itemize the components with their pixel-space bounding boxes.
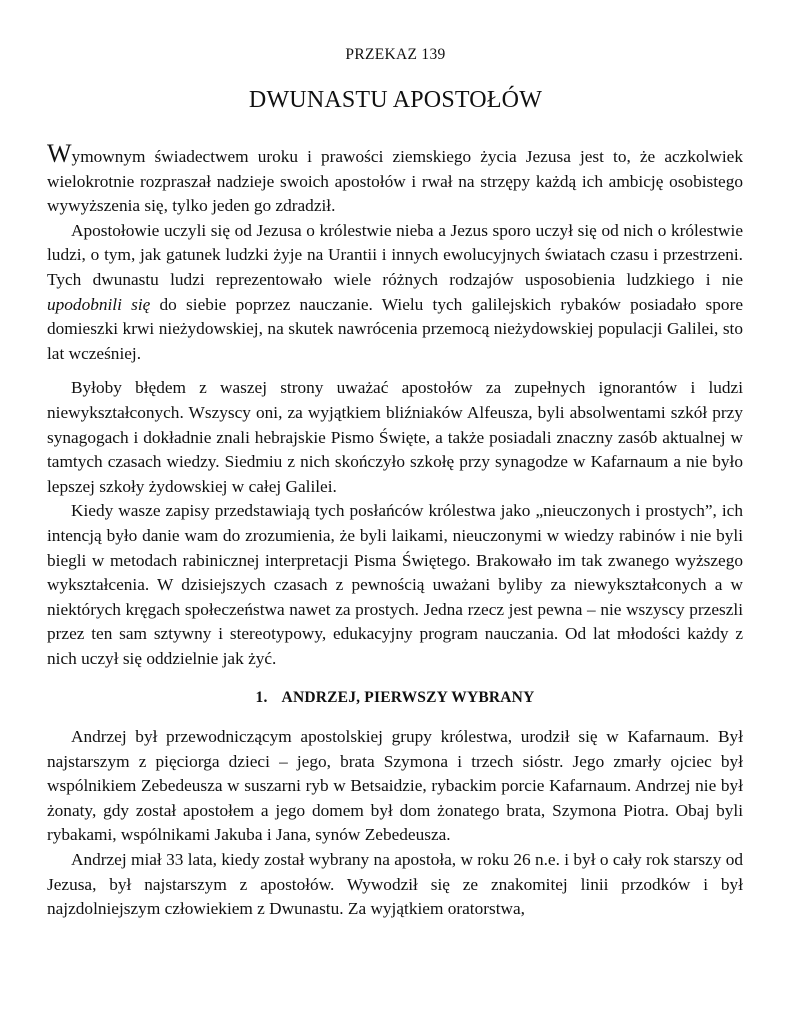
- emphasis-text: upodobnili się: [47, 294, 151, 314]
- section-title: ANDRZEJ, PIERWSZY WYBRANY: [281, 689, 535, 707]
- paragraph-records: Kiedy wasze zapisy przedstawiają tych posłańców królestwa jako „nieuczonych i prostych”, ich intencją było danie wam do zrozumienia, że byli laikami, nieuczonymi w wiedzy rabinów i nie byli biegli w metodach rabinicznej interpretacji Pisma Świętego. Brakowało im tak zwanego wyższego wykształcenia. W dzisiejszych czasach z pewnością uważani byliby za niewykształconych a w niektórych kręgach społeczeństwa nawet za prostych. Jedna rzecz jest pewna – nie wszyscy przeszli przez ten sam sztywny i stereotypowy, edukacyjny program nauczania. Od lat młodości każdy z nich uczył się oddzielnie jak żyć.: [47, 501, 743, 668]
- paragraph-apostles-learning: [47, 219, 743, 367]
- paper-number: PRZEKAZ 139: [345, 46, 446, 63]
- paragraph-andrew-2: Andrzej miał 33 lata, kiedy został wybrany na apostoła, w roku 26 n.e. i był o cały rok starszy od Jezusa, był najstarszym z apostołów. Wywodził się ze znakomitej linii przodków i był najzdolniejszym człowiekiem z Dwunastu. Za wyjątkiem oratorstwa,: [47, 850, 743, 919]
- intro-paragraph: Wymownym świadectwem uroku i prawości ziemskiego życia Jezusa jest to, że aczkolwiek wielokrotnie rozpraszał nadzieje swoich apostołów i rwał na strzępy każdą ich ambicję osobistego wywyższenia się, tylko jeden go zdradził.: [47, 139, 743, 216]
- body-text: [47, 139, 743, 922]
- paragraph-andrew-1: Andrzej był przewodniczącym apostolskiej grupy królestwa, urodził się w Kafarnaum. Był najstarszym z pięciorga dzieci – jego, brata Szymona i trzech sióstr. Jego zmarły ojciec był wspólnikiem Zebedeusza w suszarni ryb w Betsaidzie, rybackim porcie Kafarnaum. Andrzej nie był żonaty, gdy został apostołem a jego domem był dom żonatego brata, Szymona Piotra. Obaj byli rybakami, wspólnikami Jakuba i Jana, synów Zebedeusza.: [47, 727, 743, 845]
- paragraph-text: Apostołowie uczyli się od Jezusa o królestwie nieba a Jezus sporo uczył się od nich o królestwie ludzi, o tym, jak gatunek ludzki żyje na Urantii i innych ewolucyjnych światach czasu i przestrzeni. Tych dwunastu ludzi reprezentowało wiele różnych rodzajów usposobienia ludzkiego i nie: [47, 220, 743, 289]
- paper-title: DWUNASTU APOSTOŁÓW: [248, 87, 543, 113]
- paragraph-education: Byłoby błędem z waszej strony uważać apostołów za zupełnych ignorantów i ludzi niewykształconych. Wszyscy oni, za wyjątkiem bliźniaków Alfeusza, byli absolwentami szkół przy synagogach i dokładnie znali hebrajskie Pismo Święte, a także posiadali znaczny zasób aktualnej w tamtych czasach wiedzy. Siedmiu z nich skończyło szkołę przy synagodze w Kafarnaum a nie było lepszej szkoły żydowskiej w całej Galilei.: [47, 378, 743, 496]
- paragraph-text: do siebie poprzez nauczanie. Wielu tych galilejskich rybaków posiadało spore domieszki krwi nieżydowskiej, na skutek nawrócenia przemocą nieżydowskiej populacji Galilei, sto lat wcześniej.: [47, 294, 743, 363]
- section-number: 1.: [255, 689, 268, 707]
- section-heading: [47, 686, 743, 711]
